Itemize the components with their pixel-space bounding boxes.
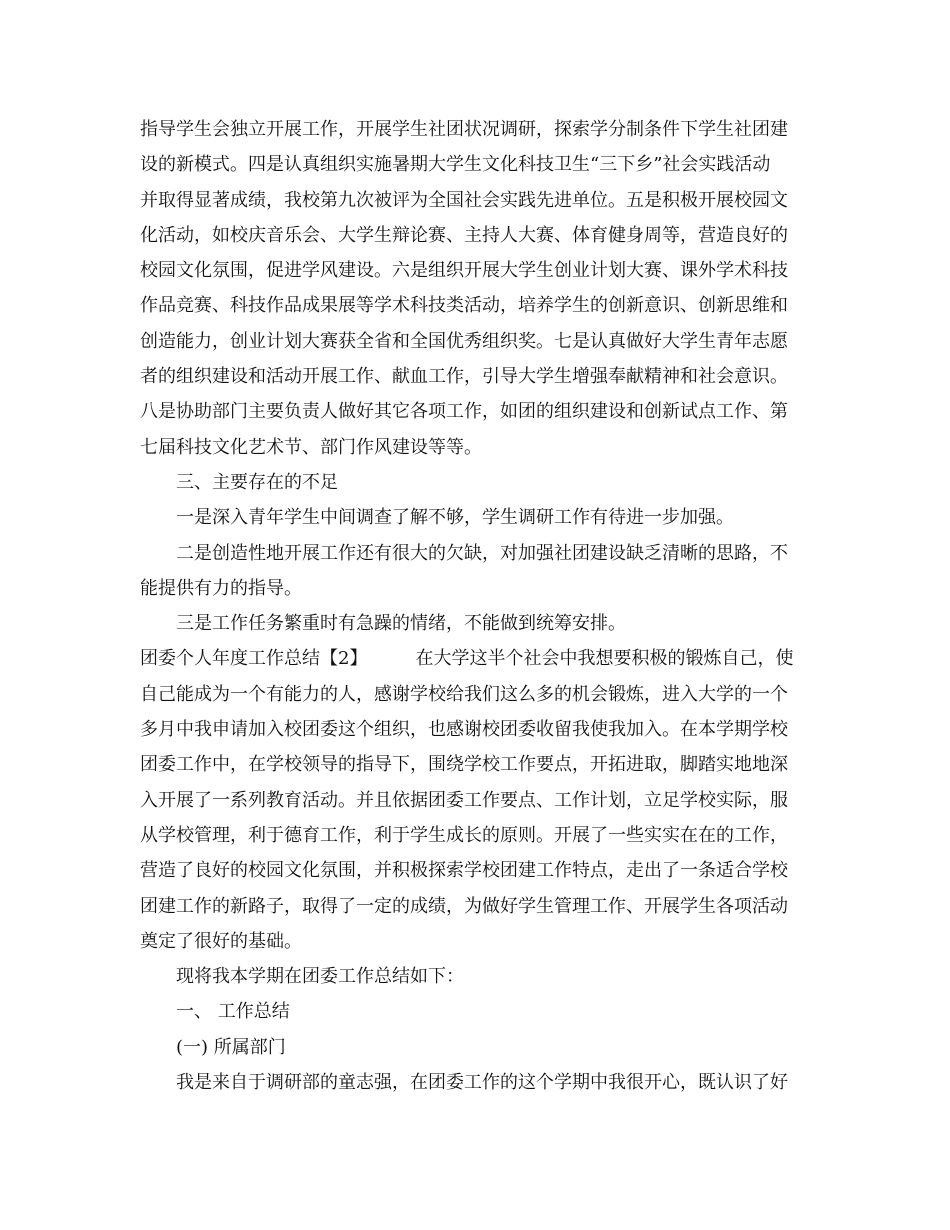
paragraph-line: 一是深入青年学生中间调查了解不够，学生调研工作有待进一步加强。 (176, 507, 734, 529)
paragraph-line: 校园文化氛围，促进学风建设。六是组织开展大学生创业计划大赛、课外学术科技 (140, 260, 788, 282)
section-2-first-line-text: 在大学这半个社会中我想要积极的锻炼自己，使 (415, 648, 794, 670)
section-2-title: 团委个人年度工作总结【2】 (140, 648, 368, 670)
paragraph-line: 八是协助部门主要负责人做好其它各项工作，如团的组织建设和创新试点工作、第 (140, 401, 788, 423)
paragraph-line: 多月中我申请加入校团委这个组织，也感谢校团委收留我使我加入。在本学期学校 (140, 719, 788, 741)
paragraph-line: 团委工作中，在学校领导的指导下，围绕学校工作要点，开拓进取，脚踏实地地深 (140, 754, 788, 776)
paragraph-line: 七届科技文化艺术节、部门作风建设等等。 (140, 436, 482, 458)
paragraph-line: 创造能力，创业计划大赛获全省和全国优秀组织奖。七是认真做好大学生青年志愿 (140, 330, 788, 352)
paragraph-line: 入开展了一系列教育活动。并且依据团委工作要点、工作计划，立足学校实际，服 (140, 789, 788, 811)
paragraph-line: 自己能成为一个有能力的人，感谢学校给我们这么多的机会锻炼，进入大学的一个 (140, 683, 788, 705)
paragraph-line: 并取得显著成绩，我校第九次被评为全国社会实践先进单位。五是积极开展校园文 (140, 189, 788, 211)
paragraph-line: 现将我本学期在团委工作总结如下： (176, 966, 464, 988)
paragraph-line: 者的组织建设和活动开展工作、献血工作，引导大学生增强奉献精神和社会意识。 (140, 366, 788, 388)
paragraph-line: 指导学生会独立开展工作，开展学生社团状况调研，探索学分制条件下学生社团建 (140, 119, 788, 140)
section-2-first-line (140, 641, 820, 676)
paragraph-line: 化活动，如校庆音乐会、大学生辩论赛、主持人大赛、体育健身周等，营造良好的 (140, 224, 788, 246)
paragraph-line: 二是创造性地开展工作还有很大的欠缺，对加强社团建设缺乏清晰的思路，不 (176, 542, 788, 564)
section-heading: 一、 工作总结 (176, 1001, 290, 1023)
paragraph-line: 能提供有力的指导。 (140, 577, 302, 599)
paragraph-line: 三是工作任务繁重时有急躁的情绪，不能做到统筹安排。 (176, 613, 626, 635)
section-heading: 三、主要存在的不足 (176, 471, 338, 493)
paragraph-line: 营造了良好的校园文化氛围，并积极探索学校团建工作特点，走出了一条适合学校 (140, 860, 788, 882)
paragraph-line: 我是来自于调研部的童志强，在团委工作的这个学期中我很开心，既认识了好 (176, 1072, 788, 1094)
subsection-heading: (一) 所属部门 (176, 1036, 286, 1058)
paragraph-line: 奠定了很好的基础。 (140, 930, 302, 952)
paragraph-line: 作品竞赛、科技作品成果展等学术科技类活动，培养学生的创新意识、创新思维和 (140, 295, 788, 317)
paragraph-line: 从学校管理，利于德育工作，利于学生成长的原则。开展了一些实实在在的工作， (140, 824, 788, 846)
document-body (140, 112, 820, 1100)
paragraph-line: 团建工作的新路子，取得了一定的成绩，为做好学生管理工作、开展学生各项活动 (140, 895, 788, 917)
paragraph-line: 设的新模式。四是认真组织实施暑期大学生文化科技卫生“三下乡”社会实践活动 (140, 154, 771, 176)
